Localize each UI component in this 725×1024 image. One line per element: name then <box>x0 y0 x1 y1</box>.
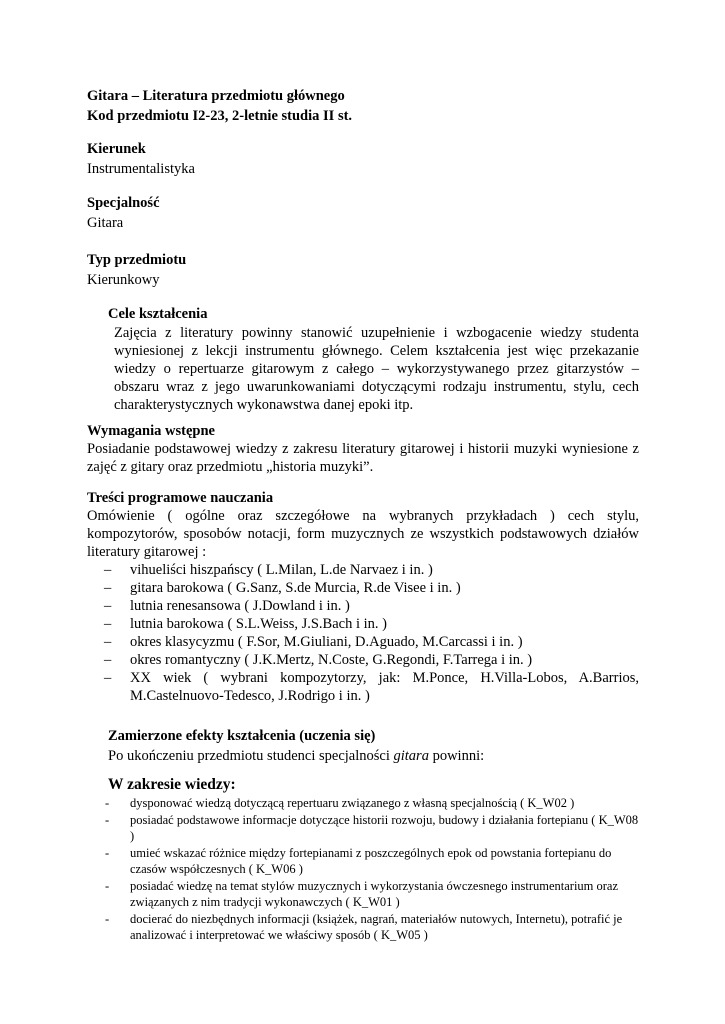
section-cele <box>108 304 639 414</box>
list-item: - docierać do niezbędnych informacji (książek, nagrań, materiałów nutowych, Internetu), potrafić je analizować i interpretować we właściwy sposób ( K_W05 ) <box>105 911 623 942</box>
document-title <box>87 86 639 126</box>
list-item: – okres klasycyzmu ( F.Sor, M.Giuliani, D.Aguado, M.Carcassi i in. ) <box>104 634 523 650</box>
list-item: – XX wiek ( wybrani kompozytorzy, jak: M.Ponce, H.Villa-Lobos, A.Barrios, M.Castelnuovo-Tedesco, J.Rodrigo i in. ) <box>104 670 639 704</box>
list-item: - posiadać wiedzę na temat stylów muzycznych i wykorzystania ówczesnego instrumentarium oraz związanych z nim tradycji wykonawczych ( K_W01 ) <box>105 878 619 909</box>
tresci-list <box>87 561 639 705</box>
list-item: – okres romantyczny ( J.K.Mertz, N.Coste, G.Regondi, F.Tarrega i in. ) <box>104 652 533 668</box>
list-item: - umieć wskazać różnice między fortepianami z poszczególnych epok od powstania fortepianu do czasów współczesnych ( K_W06 ) <box>105 845 612 876</box>
title-line-2: Kod przedmiotu I2-23, 2-letnie studia II st. <box>87 108 353 124</box>
list-item: - dysponować wiedzą dotyczącą repertuaru związanego z własną specjalnością ( K_W02 ) <box>105 796 575 810</box>
section-typ <box>87 250 639 290</box>
section-kierunek <box>87 139 639 179</box>
typ-value: Kierunkowy <box>87 272 160 288</box>
efekty-intro: Po ukończeniu przedmiotu studenci specjalności gitara powinni: <box>108 748 485 764</box>
list-item: – lutnia renesansowa ( J.Dowland i in. ) <box>104 598 350 614</box>
tresci-label: Treści programowe nauczania <box>87 490 274 506</box>
specjalnosc-value: Gitara <box>87 215 124 231</box>
cele-label: Cele kształcenia <box>108 306 208 322</box>
section-specjalnosc <box>87 193 639 233</box>
wymagania-label: Wymagania wstępne <box>87 423 215 439</box>
section-wiedza <box>87 775 639 944</box>
section-tresci <box>87 489 639 705</box>
specjalnosc-label: Specjalność <box>87 195 160 211</box>
list-item: - posiadać podstawowe informacje dotyczące historii rozwoju, budowy i działania fortepianu ( K_W08 ) <box>105 812 639 843</box>
wiedza-list <box>87 795 639 944</box>
wiedza-label: W zakresie wiedzy: <box>108 776 236 793</box>
tresci-intro: Omówienie ( ogólne oraz szczegółowe na wybranych przykładach ) cech stylu, kompozytorów, sposobów notacji, form muzycznych ze wszystkich podstawowych działów literatury gitarowej : <box>87 508 639 560</box>
section-efekty <box>108 726 639 766</box>
cele-text: Zajęcia z literatury powinny stanowić uzupełnienie i wzbogacenie wiedzy studenta wyniesionej z lekcji instrumentu głównego. Celem kształcenia jest więc przekazanie wiedzy o repertuarze gitarowym z całego – wykorzystywanego przez gitarzystów – obszaru wraz z jego uwarunkowaniami dotyczącymi rodzaju instrumentu, stylu, cech charakterystycznych wykonawstwa danej epoki itp. <box>114 325 639 413</box>
list-item: – gitara barokowa ( G.Sanz, S.de Murcia, R.de Visee i in. ) <box>104 580 461 596</box>
section-wymagania <box>87 422 639 476</box>
list-item: – lutnia barokowa ( S.L.Weiss, J.S.Bach i in. ) <box>104 616 387 632</box>
kierunek-label: Kierunek <box>87 141 146 157</box>
kierunek-value: Instrumentalistyka <box>87 161 195 177</box>
list-item: – vihueliści hiszpańscy ( L.Milan, L.de Narvaez i in. ) <box>104 562 433 578</box>
wymagania-text: Posiadanie podstawowej wiedzy z zakresu literatury gitarowej i historii muzyki wyniesione z zajęć z gitary oraz przedmiotu „historia muzyki”. <box>87 441 639 475</box>
efekty-label: Zamierzone efekty kształcenia (uczenia się) <box>108 728 376 744</box>
typ-label: Typ przedmiotu <box>87 252 187 268</box>
title-line-1: Gitara – Literatura przedmiotu głównego <box>87 88 345 104</box>
